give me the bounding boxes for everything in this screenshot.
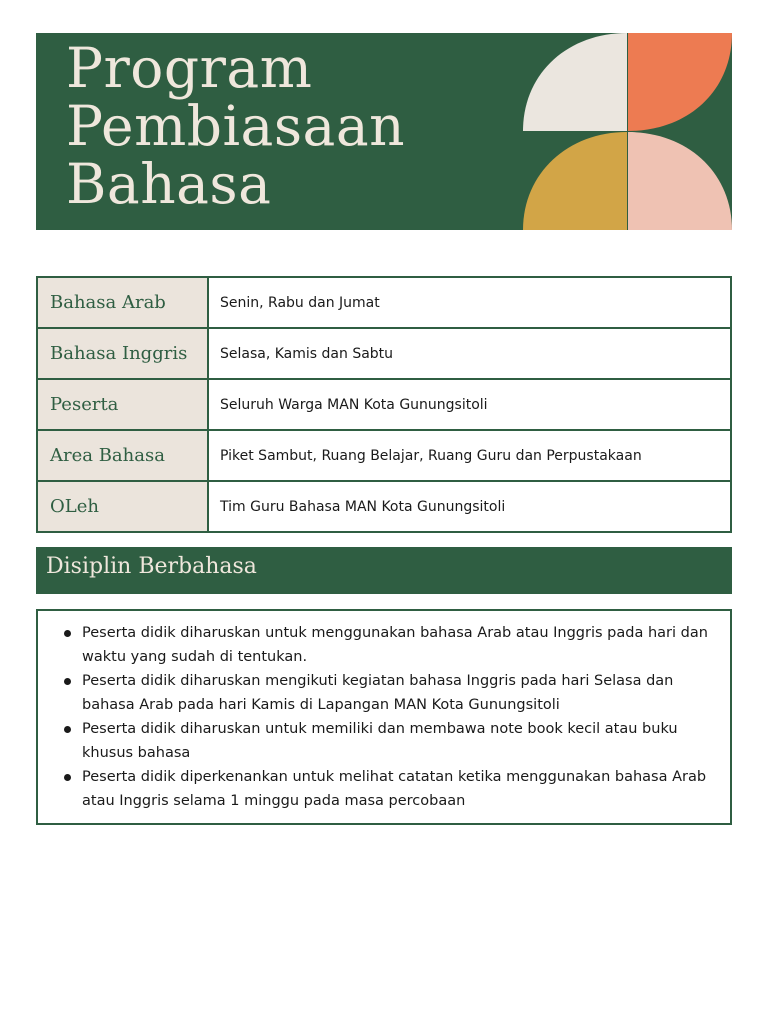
list-item-text: Peserta didik diharuskan mengikuti kegiatan bahasa Inggris pada hari Selasa dan bahasa Arab pada hari Kamis di Lapangan MAN Kota Gunungsitoli (82, 673, 674, 713)
page-title (66, 36, 536, 216)
bullet-icon (64, 678, 71, 685)
cream-petal (523, 33, 627, 131)
pink-petal (628, 132, 732, 230)
row-value: Tim Guru Bahasa MAN Kota Gunungsitoli (208, 481, 731, 532)
row-label: OLeh (37, 481, 208, 532)
list-item (64, 621, 716, 669)
table-row (37, 430, 731, 481)
list-item (64, 765, 716, 813)
bullet-icon (64, 774, 71, 781)
table-row (37, 481, 731, 532)
table-row (37, 277, 731, 328)
row-value: Piket Sambut, Ruang Belajar, Ruang Guru dan Perpustakaan (208, 430, 731, 481)
row-label: Bahasa Arab (37, 277, 208, 328)
title-line: Program (66, 36, 313, 100)
row-value: Selasa, Kamis dan Sabtu (208, 328, 731, 379)
table-row (37, 379, 731, 430)
row-value: Seluruh Warga MAN Kota Gunungsitoli (208, 379, 731, 430)
row-label: Area Bahasa (37, 430, 208, 481)
section-heading: Disiplin Berbahasa (36, 547, 732, 594)
title-line: Pembiasaan (66, 94, 406, 158)
rules-box (36, 609, 732, 825)
header-banner (36, 33, 732, 230)
list-item-text: Peserta didik diharuskan untuk memiliki dan membawa note book kecil atau buku khusus bahasa (82, 721, 678, 761)
list-item-text: Peserta didik diharuskan untuk menggunakan bahasa Arab atau Inggris pada hari dan waktu yang sudah di tentukan. (82, 625, 708, 665)
orange-petal (628, 33, 732, 131)
row-label: Peserta (37, 379, 208, 430)
bullet-icon (64, 630, 71, 637)
gold-petal (523, 132, 627, 230)
schedule-table (36, 276, 732, 533)
list-item (64, 717, 716, 765)
row-label: Bahasa Inggris (37, 328, 208, 379)
row-value: Senin, Rabu dan Jumat (208, 277, 731, 328)
table-row (37, 328, 731, 379)
rules-list (64, 621, 716, 813)
title-line: Bahasa (66, 152, 272, 216)
list-item (64, 669, 716, 717)
list-item-text: Peserta didik diperkenankan untuk melihat catatan ketika menggunakan bahasa Arab atau Inggris selama 1 minggu pada masa percobaan (82, 769, 707, 809)
petal-decoration (523, 33, 732, 230)
bullet-icon (64, 726, 71, 733)
